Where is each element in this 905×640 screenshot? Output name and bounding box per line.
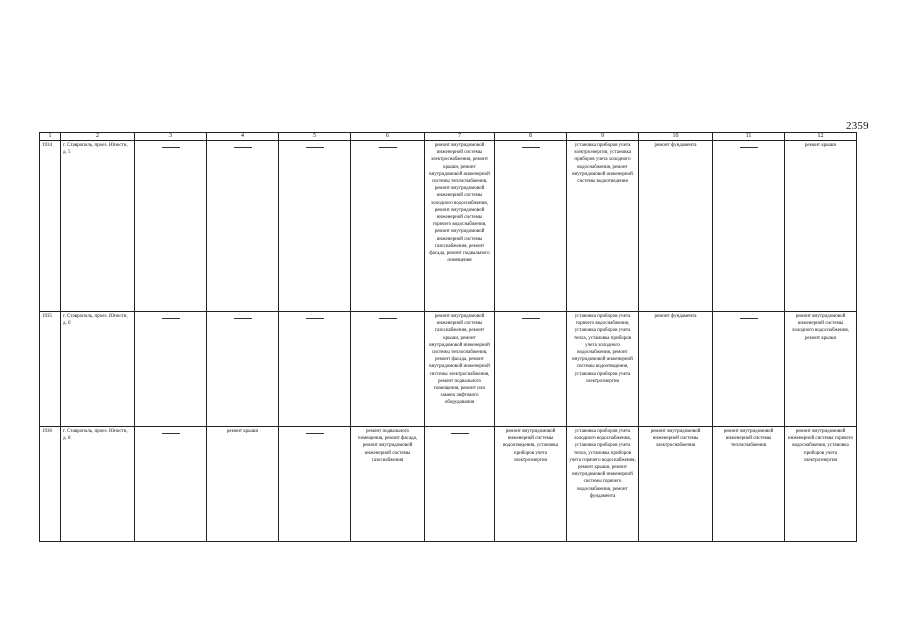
column-number-row: [40, 133, 857, 141]
work-cell: установка приборов учета горячего водоснабжения, установка приборов учета тепла, установка приборов учета холодного водоснабжения, ремонт внутридомовой инженерной системы водоотведения, установка приборов учета электроэнергии: [567, 312, 639, 427]
dash-mark: [162, 433, 180, 434]
work-cell: установка приборов учета электроэнергии, установка приборов учета холодного водоснабжения, ремонт внутридомовой инженерной системы водоотведения: [567, 141, 639, 312]
column-header: 9: [567, 133, 639, 141]
work-cell: ремонт внутридомовой инженерной системы горячего водоснабжения, установка приборов учета электроэнергии: [785, 427, 857, 542]
empty-cell: [279, 427, 351, 542]
dash-mark: [522, 147, 540, 148]
empty-cell: [425, 427, 495, 542]
row-number: 1935: [40, 312, 61, 427]
dash-mark: [740, 318, 758, 319]
work-cell: ремонт крыши: [207, 427, 279, 542]
dash-mark: [306, 318, 324, 319]
column-header: 8: [495, 133, 567, 141]
dash-mark: [522, 318, 540, 319]
empty-cell: [713, 312, 785, 427]
work-cell: ремонт внутридомовой инженерной системы теплоснабжения: [713, 427, 785, 542]
dash-mark: [740, 147, 758, 148]
row-number: 1934: [40, 141, 61, 312]
empty-cell: [351, 312, 425, 427]
dash-mark: [234, 147, 252, 148]
column-header: 12: [785, 133, 857, 141]
page-number: 2359: [846, 120, 869, 132]
empty-cell: [135, 312, 207, 427]
dash-mark: [451, 433, 469, 434]
column-header: 6: [351, 133, 425, 141]
dash-mark: [162, 318, 180, 319]
work-cell: ремонт внутридомовой инженерной системы холодного водоснабжения, ремонт крыши: [785, 312, 857, 427]
table-row: [40, 427, 857, 542]
dash-mark: [379, 318, 397, 319]
table-row: [40, 312, 857, 427]
work-cell: ремонт внутридомовой инженерной системы электроснабжения: [639, 427, 713, 542]
column-header: 11: [713, 133, 785, 141]
address-cell: г. Ставрополь, проез. Юности, д. 8: [61, 427, 135, 542]
column-header: 4: [207, 133, 279, 141]
work-cell: ремонт внутридомовой инженерной системы газоснабжения, ремонт крыши, ремонт внутридомовой инженерной системы теплоснабжения, ремонт фасада, ремонт внутридомовой инженерной системы электроснабжения, ремонт подвального помещения, ремонт или замена лифтового оборудования: [425, 312, 495, 427]
work-cell: ремонт крыши: [785, 141, 857, 312]
table-row: [40, 141, 857, 312]
work-cell: ремонт внутридомовой инженерной системы электроснабжения, ремонт крыши, ремонт внутридомовой инженерной системы теплоснабжения, ремонт внутридомовой инженерной системы холодного водоснабжения, ремонт внутридомовой инженерной системы горячего водоснабжения, ремонт внутридомовой инженерной системы газоснабжения, ремонт фасада, ремонт подвального помещения: [425, 141, 495, 312]
work-cell: ремонт внутридомовой инженерной системы водоотведения, установка приборов учета электроэнергии: [495, 427, 567, 542]
empty-cell: [495, 312, 567, 427]
column-header: 3: [135, 133, 207, 141]
work-cell: ремонт фундамента: [639, 312, 713, 427]
dash-mark: [379, 147, 397, 148]
empty-cell: [135, 141, 207, 312]
empty-cell: [279, 312, 351, 427]
dash-mark: [162, 147, 180, 148]
column-header: 5: [279, 133, 351, 141]
empty-cell: [135, 427, 207, 542]
work-cell: ремонт подвального помещения, ремонт фасада, ремонт внутридомовой инженерной системы газоснабжения: [351, 427, 425, 542]
empty-cell: [279, 141, 351, 312]
repair-schedule-table: [39, 132, 857, 542]
empty-cell: [207, 312, 279, 427]
column-header: 1: [40, 133, 61, 141]
column-header: 7: [425, 133, 495, 141]
work-cell: ремонт фундамента: [639, 141, 713, 312]
dash-mark: [306, 433, 324, 434]
dash-mark: [306, 147, 324, 148]
column-header: 2: [61, 133, 135, 141]
empty-cell: [713, 141, 785, 312]
empty-cell: [351, 141, 425, 312]
address-cell: г. Ставрополь, проез. Юности, д. 6: [61, 312, 135, 427]
empty-cell: [495, 141, 567, 312]
empty-cell: [207, 141, 279, 312]
work-cell: установка приборов учета холодного водоснабжения, установка приборов учета тепла, установка приборов учета горячего водоснабжения, ремонт крыши, ремонт внутридомовой инженерной системы горячего водоснабжения, ремонт фундамента: [567, 427, 639, 542]
column-header: 10: [639, 133, 713, 141]
dash-mark: [234, 318, 252, 319]
address-cell: г. Ставрополь, проез. Юности, д. 5: [61, 141, 135, 312]
row-number: 1936: [40, 427, 61, 542]
